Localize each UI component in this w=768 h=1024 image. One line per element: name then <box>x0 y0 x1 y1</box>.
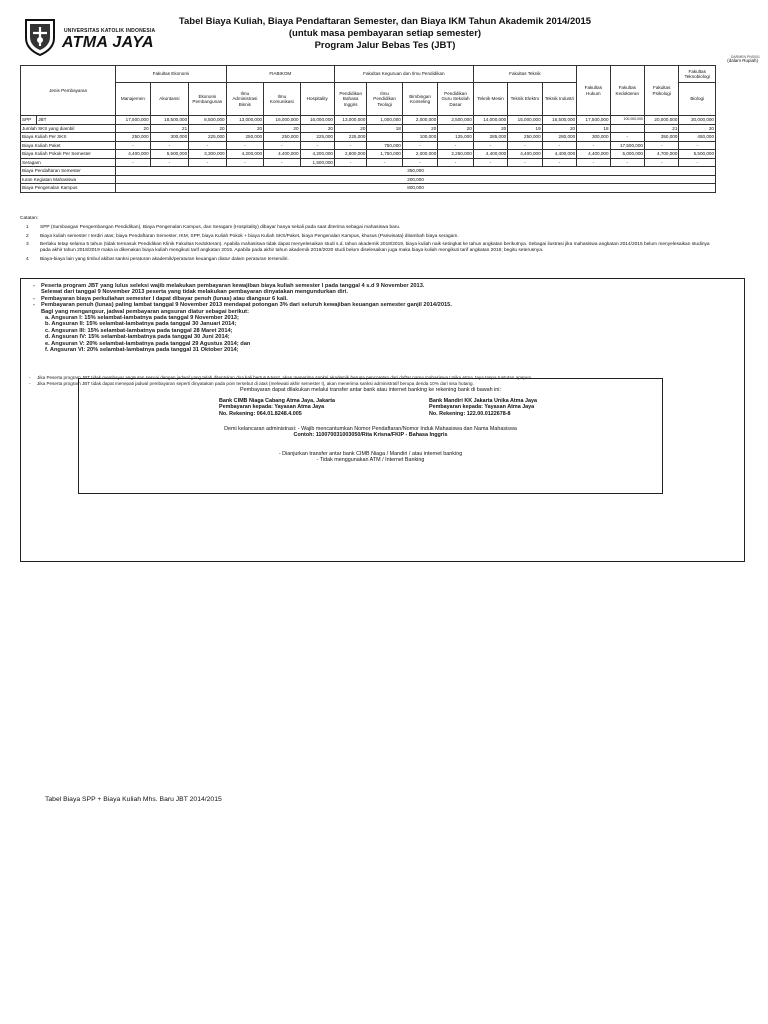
table-cell: - <box>542 141 576 150</box>
table-cell: 5,000,000 <box>610 150 644 159</box>
table-cell: 4,200,000 <box>226 150 263 159</box>
table-cell: 225,000 <box>189 133 226 142</box>
table-cell: 18,500,000 <box>150 116 188 125</box>
table-cell: - <box>679 158 716 167</box>
col-header-payment-type: Jenis Pembayaran <box>21 66 116 116</box>
table-cell: 285,000 <box>473 133 507 142</box>
installment-line: e. Angsuran V: 20% selambat-lambatnya pada tanggal 29 Agustus 2014; dan <box>45 340 251 347</box>
table-cell: - <box>679 141 716 150</box>
installment-line: f. Angsuran VI: 20% selambat-lambatnya pada tanggal 31 Oktober 2014; <box>45 347 239 354</box>
title-line-3: Program Jalur Bebas Tes (JBT) <box>314 40 456 51</box>
recommendation-line: - Dianjurkan transfer antar bank CIMB Niaga / Mandiri / atau internet banking <box>278 451 463 457</box>
table-cell <box>367 133 402 142</box>
table-cell: - <box>264 158 300 167</box>
note-text: Biaya-biaya lain yang timbul akibat sanksi peraturan akademik/peraturan keuangan diatur dalam peraturan tersendiri. <box>40 256 289 262</box>
table-cell: - <box>644 158 678 167</box>
program-header: Teknik Industri <box>542 83 576 116</box>
table-cell: 350,000 <box>644 133 678 142</box>
table-cell: 20 <box>402 124 437 133</box>
table-cell: 100,000 <box>402 133 437 142</box>
row-label: Seragam <box>21 158 116 167</box>
installment-line: c. Angsuran III: 15% selambat-lambatnya pada tanggal 28 Maret 2014; <box>45 327 233 334</box>
table-row <box>21 150 716 159</box>
program-header: Ilmu Komunikasi <box>264 83 300 116</box>
table-cell: 19 <box>508 124 542 133</box>
title-line-1: Tabel Biaya Kuliah, Biaya Pendaftaran Semester, dan Biaya IKM Tahun Akademik 2014/2015 <box>178 16 592 27</box>
table-cell: 8,500,000 <box>189 116 226 125</box>
table-cell: - <box>438 141 473 150</box>
table-cell: 1,750,000 <box>367 150 402 159</box>
table-cell: - <box>402 141 437 150</box>
table-cell: - <box>189 158 226 167</box>
note-number: 4 <box>26 256 29 262</box>
program-header: Pendidikan Guru Sekolah Dasar <box>438 83 473 116</box>
note-item <box>20 234 720 240</box>
row-label: SPP <box>21 116 37 125</box>
program-header: Bimbingan Konseling <box>402 83 437 116</box>
currency-unit: (dalam Rupiah) <box>727 58 758 63</box>
table-cell: - <box>300 141 334 150</box>
policy-line: Bagi yang mengangsur, jadwal pembayaran angsuran diatur sebagai berikut: <box>41 308 249 315</box>
table-cell: - <box>226 158 263 167</box>
table-cell: 20 <box>300 124 334 133</box>
table-cell: 16,000,000 <box>264 116 300 125</box>
note-item <box>20 242 720 254</box>
program-header: Pendidikan Bahasa Inggris <box>334 83 366 116</box>
table-cell: 18 <box>577 124 610 133</box>
table-cell: 13,000,000 <box>226 116 263 125</box>
table-cell: 21 <box>644 124 678 133</box>
table-cell: 2,800,000 <box>334 150 366 159</box>
bank-line: Bank Mandiri KK Jakarta Unika Atma Jaya <box>429 398 537 404</box>
fee-table <box>20 65 716 193</box>
bank-cimb-details <box>219 398 459 417</box>
program-header: Teknik Elektro <box>508 83 542 116</box>
row-sublabel: JBT <box>37 116 116 125</box>
table-cell: 16,000,000 <box>300 116 334 125</box>
table-cell: 4,700,000 <box>644 150 678 159</box>
table-cell: 2,500,000 <box>438 116 473 125</box>
table-cell: - <box>150 141 188 150</box>
merged-value-cell: 200,000 <box>116 175 716 184</box>
policy-line: Pembayaran biaya perkuliahan semester I dapat dibayar penuh (lunas) atau diangsur 6 kali. <box>41 295 288 302</box>
table-cell: 225,000 <box>300 133 334 142</box>
table-cell: 21 <box>150 124 188 133</box>
row-label: Iuran Kegiatan Mahasiswa <box>21 175 116 184</box>
table-cell: 5,500,000 <box>150 150 188 159</box>
table-row <box>21 141 716 150</box>
table-cell: 1,000,000 <box>367 116 402 125</box>
table-cell: 20 <box>116 124 150 133</box>
faculty-header: Fakultas Kedokteran <box>610 66 644 116</box>
table-cell: 20 <box>264 124 300 133</box>
row-label: Biaya Kuliah Pokok Per Semester <box>21 150 116 159</box>
program-header: Ekonomi Pembangunan <box>189 83 226 116</box>
table-cell: - <box>542 158 576 167</box>
warning-text: Jika Peserta program JBT tidak dapat menepati jadwal pembayaran seperti dinyatakan pada poin tersebut di atas (melewati akhir semester I), akan menerima sanksi administratif berupa denda 10% dari sisa hutang. <box>37 380 474 386</box>
warning-text: Jika Peserta program JBT tidak membayar angsuran sesuai dengan jadwal yang telah ditentukan dua kali berturut-turut, akan menerima sanksi akademik berupa pencoretan dari daftar nama mahasiswa Unika Atma Jaya tanpa tuntutan apapun. <box>37 375 533 380</box>
program-header: Manajemen <box>116 83 150 116</box>
table-cell: - <box>334 141 366 150</box>
table-row <box>21 124 716 133</box>
bank-line: Pembayaran kepada: Yayasan Atma Jaya <box>219 404 325 411</box>
table-cell: 17,500,000 <box>610 141 644 150</box>
merged-value-cell: 800,000 <box>116 184 716 193</box>
row-label: Biaya Kuliah Paket <box>21 141 116 150</box>
installment-line: d. Angsuran IV: 15% selambat-lambatnya pada tanggal 30 Juni 2014; <box>45 334 230 341</box>
table-cell: 225,000 <box>334 133 366 142</box>
table-cell: 30,000,000 <box>679 116 716 125</box>
table-cell: - <box>334 158 366 167</box>
faculty-header: Fakultas Hukum <box>577 66 610 116</box>
payment-policy-box <box>20 278 745 803</box>
bank-line: No. Rekening: 064.01.8248.4.005 <box>219 410 302 417</box>
note-number: 3 <box>26 242 29 248</box>
table-cell: 280,000 <box>542 133 576 142</box>
note-text: SPP (Sumbangan Pengembangan Pendidikan), Biaya Pengenalan Kampus, dan Seragam (Hospitality) dibayar hanya sekali pada saat diterima sebagai mahasiswa baru. <box>40 224 401 230</box>
bank-line: No. Rekening: 122.00.0122678-8 <box>429 410 511 417</box>
table-row <box>21 184 716 193</box>
table-cell: 250,000 <box>226 133 263 142</box>
table-cell: 20 <box>473 124 507 133</box>
brand-name: ATMA JAYA <box>62 34 154 51</box>
note-number: 1 <box>26 224 29 230</box>
note-number: 2 <box>26 233 29 239</box>
admin-instructions <box>79 426 662 439</box>
note-text: Berlaku tetap selama 5 tahun (tidak termasuk Pendidikan Klinik Fakultas Kedokteran). Apabila mahasiswa tidak dapat menyelesaikan studi s.d. tahun akademik 2018/2019, biaya kuliah naik setingkat ke tahun angkatan berikutnya. Sebagai ilustrasi jika mahasiswa angkatan 2014/2015 belum menyelesaikan studinya pada akhir tahun 2018/2019 maka ia dikenakan biaya kuliah mengikuti tarif angkatan 2015. Apabila pada akhir tahun akademik 2019/2020 studi belum diselesaikan juga maka biaya kuliah mengikuti tarif angkatan 2016; begitu seterusnya. <box>40 242 710 254</box>
table-cell: 20 <box>334 124 366 133</box>
table-row <box>21 167 716 176</box>
table-row <box>21 116 716 125</box>
payment-instructions-box <box>78 378 663 494</box>
table-cell: - <box>402 158 437 167</box>
table-cell: - <box>189 141 226 150</box>
table-cell: 15,000,000 <box>508 116 542 125</box>
table-cell: 20,000,000 <box>644 116 678 125</box>
table-cell: 125,000 <box>438 133 473 142</box>
table-cell: 300,000 <box>577 133 610 142</box>
program-header: Biologi <box>679 83 716 116</box>
university-logo <box>20 14 156 60</box>
merged-value-cell: 350,000 <box>116 167 716 176</box>
table-cell: 450,000 <box>679 133 716 142</box>
bank-line: Bank CIMB Niaga Cabang Atma Jaya, Jakarta <box>219 398 336 404</box>
policy-bullets <box>31 283 731 353</box>
table-cell: 250,000 <box>116 133 150 142</box>
table-cell: 1,500,000 <box>300 158 334 167</box>
program-header: Ilmu Pendidikan Teologi <box>367 83 402 116</box>
table-cell: 4,400,000 <box>508 150 542 159</box>
table-cell: - <box>367 158 402 167</box>
document-title <box>150 16 620 52</box>
table-cell: 750,000 <box>367 141 402 150</box>
table-caption: Tabel Biaya SPP + Biaya Kuliah Mhs. Baru JBT 2014/2015 <box>45 796 222 803</box>
table-cell: - <box>116 158 150 167</box>
table-cell <box>610 124 644 133</box>
table-cell: 18 <box>367 124 402 133</box>
table-cell: 300,000 <box>150 133 188 142</box>
faculty-header: Fakultas Ekonomi <box>116 66 226 83</box>
table-cell: - <box>577 141 610 150</box>
table-cell: - <box>473 141 507 150</box>
table-cell: 14,000,000 <box>473 116 507 125</box>
table-cell: 16,500,000 <box>542 116 576 125</box>
table-cell: 20 <box>189 124 226 133</box>
table-cell: - <box>577 158 610 167</box>
table-cell: - <box>508 141 542 150</box>
table-cell: 2,000,000 <box>402 150 437 159</box>
table-row <box>21 133 716 142</box>
table-cell: 2,250,000 <box>438 150 473 159</box>
policy-line: Pembayaran penuh (lunas) paling lambat tanggal 9 November 2013 mendapat potongan 3% dari seluruh kewajiban keuangan semester ganjil 2014/2015. <box>41 302 452 309</box>
installment-line: b. Angsuran II: 15% selambat-lambatnya pada tanggal 30 Januari 2014; <box>45 321 237 328</box>
table-cell: 4,400,000 <box>264 150 300 159</box>
table-cell: 17,500,000 <box>577 116 610 125</box>
table-row <box>21 175 716 184</box>
program-header: Ilmu Administrasi Bisnis <box>226 83 263 116</box>
table-cell: 250,000 <box>264 133 300 142</box>
program-header: Akuntansi <box>150 83 188 116</box>
table-cell: 13,000,000 <box>334 116 366 125</box>
university-seal-icon <box>20 16 60 56</box>
warning-item: - Jika Peserta program JBT tidak membayar angsuran sesuai dengan jadwal yang telah ditentukan dua kali berturut-turut, akan menerima sanksi akademik berupa pencoretan dari daftar nama mahasiswa Unika Atma Jaya tanpa tuntutan apapun. <box>29 375 533 380</box>
faculty-header: Fakultas Teknik <box>473 66 576 83</box>
table-cell: 20 <box>679 124 716 133</box>
admin-line: Demi kelancaran administrasi: - Wajib mencantumkan Nomor Pendaftaran/Nomor Induk Mahasiswa dan Nama Mahasiswa <box>224 426 517 432</box>
faculty-header: FIABIKOM <box>226 66 334 83</box>
recommendation-line: - Tidak menggunakan ATM / Internet Banking <box>316 457 425 464</box>
program-header: Teknik Mesin <box>473 83 507 116</box>
warning-item: - Jika Peserta program JBT tidak dapat menepati jadwal pembayaran seperti dinyatakan pada poin tersebut di atas (melewati akhir semester I), akan menerima sanksi administratif berupa denda 10% dari sisa hutang. <box>29 380 474 386</box>
table-cell: 250,000 <box>508 133 542 142</box>
table-cell: - <box>508 158 542 167</box>
installment-line: a. Angsuran I: 15% selambat-lambatnya pada tanggal 9 November 2013; <box>45 315 239 322</box>
reference-code: DARMEN PNS001 <box>730 55 760 59</box>
row-label: Biaya Pendaftaran Semester <box>21 167 116 176</box>
notes-title: Catatan: <box>20 216 39 221</box>
table-cell: 20 <box>226 124 263 133</box>
row-label: Biaya Kuliah Per SKS <box>21 133 116 142</box>
table-cell: 2,000,000 <box>402 116 437 125</box>
table-cell: 3,300,000 <box>189 150 226 159</box>
policy-bullet: - Peserta program JBT yang lulus seleksi wajib melakukan pembayaran kewajiban biaya kuliah semester I pada tanggal 4 s.d 9 November 2013. Selewat dari tanggal 9 November 2013 peserta yang tidak melakukan pembayaran dinyatakan mengundurkan diri. <box>31 283 731 296</box>
table-cell: - <box>438 158 473 167</box>
table-cell: 4,400,000 <box>577 150 610 159</box>
table-cell: - <box>264 141 300 150</box>
row-label: Biaya Pengenalan Kampus <box>21 184 116 193</box>
table-cell: 4,400,000 <box>116 150 150 159</box>
table-cell: 4,400,000 <box>542 150 576 159</box>
table-cell: 5,500,000 <box>679 150 716 159</box>
admin-example: Contoh: 110070031003050/Rita Krisna/FKIP - Bahasa Inggris <box>293 432 448 439</box>
note-item <box>20 257 720 263</box>
table-cell: 100,000,000 <box>610 116 644 125</box>
university-name: UNIVERSITAS KATOLIK INDONESIA <box>64 28 156 34</box>
table-cell: 17,500,000 <box>116 116 150 125</box>
row-label: Jumlah SKS yang diambil <box>21 124 116 133</box>
transfer-recommendation <box>79 451 662 464</box>
policy-line: Peserta program JBT yang lulus seleksi wajib melakukan pembayaran kewajiban biaya kuliah semester I pada tanggal 4 s.d 9 November 2013. <box>41 283 425 289</box>
table-cell: - <box>226 141 263 150</box>
policy-bullet: - Pembayaran penuh (lunas) paling lambat tanggal 9 November 2013 mendapat potongan 3% dari seluruh kewajiban keuangan semester ganjil 2014/2015. Bagi yang mengangsur, jadwal pembayaran angsuran diatur sebagai berikut: a. Angsuran I: 15% selambat-lambatnya pada tanggal 9 November 2013; b. Angsuran II: 15% selambat-lambatnya pada tanggal 30 Januari 2014; c. Angsuran III: 15% selambat-lambatnya pada tanggal 28 Maret 2014; d. Angsuran IV: 15% selambat-lambatnya pada tanggal 30 Juni 2014; e. Angsuran V: 20% selambat-lambatnya pada tanggal 29 Agustus 2014; dan f. Angsuran VI: 20% selambat-lambatnya pada tanggal 31 Oktober 2014; <box>31 302 731 353</box>
table-cell: - <box>473 158 507 167</box>
title-line-2: (untuk masa pembayaran setiap semester) <box>288 28 482 39</box>
policy-bullet: - Pembayaran biaya perkuliahan semester I dapat dibayar penuh (lunas) atau diangsur 6 kali. <box>31 296 731 302</box>
table-cell: 20 <box>542 124 576 133</box>
bank-mandiri-details <box>429 398 669 417</box>
table-cell: 20 <box>438 124 473 133</box>
table-row <box>21 158 716 167</box>
policy-line: Selewat dari tanggal 9 November 2013 peserta yang tidak melakukan pembayaran dinyatakan mengundurkan diri. <box>41 289 348 296</box>
program-header: Hospitality <box>300 83 334 116</box>
table-cell: 4,200,000 <box>300 150 334 159</box>
note-text: Biaya kuliah semester I terdiri atas; biaya Pendaftaran Semester, IKM, SPP, biaya Kuliah Pokok + biaya Kuliah SKS/Paket, biaya Pengenalan Kampus, khusus (Pariwisata) ditambah biaya seragam. <box>40 233 459 239</box>
table-cell: - <box>610 133 644 142</box>
payment-intro: Pembayaran dapat dilakukan melalui transfer antar bank atau internet banking ke rekening bank di bawah ini: <box>239 387 501 393</box>
faculty-header: Fakultas Psikologi <box>644 66 678 116</box>
table-cell: - <box>150 158 188 167</box>
faculty-header: Fakultas Teknobiologi <box>679 66 716 83</box>
table-cell: 4,400,000 <box>473 150 507 159</box>
table-cell: - <box>610 158 644 167</box>
faculty-header: Fakultas Keguruan dan Ilmu Pendidikan <box>334 66 473 83</box>
bank-line: Pembayaran kepada: Yayasan Atma Jaya <box>429 404 535 411</box>
notes-section <box>20 216 720 266</box>
table-cell: - <box>644 141 678 150</box>
note-item <box>20 225 720 231</box>
table-cell: - <box>116 141 150 150</box>
